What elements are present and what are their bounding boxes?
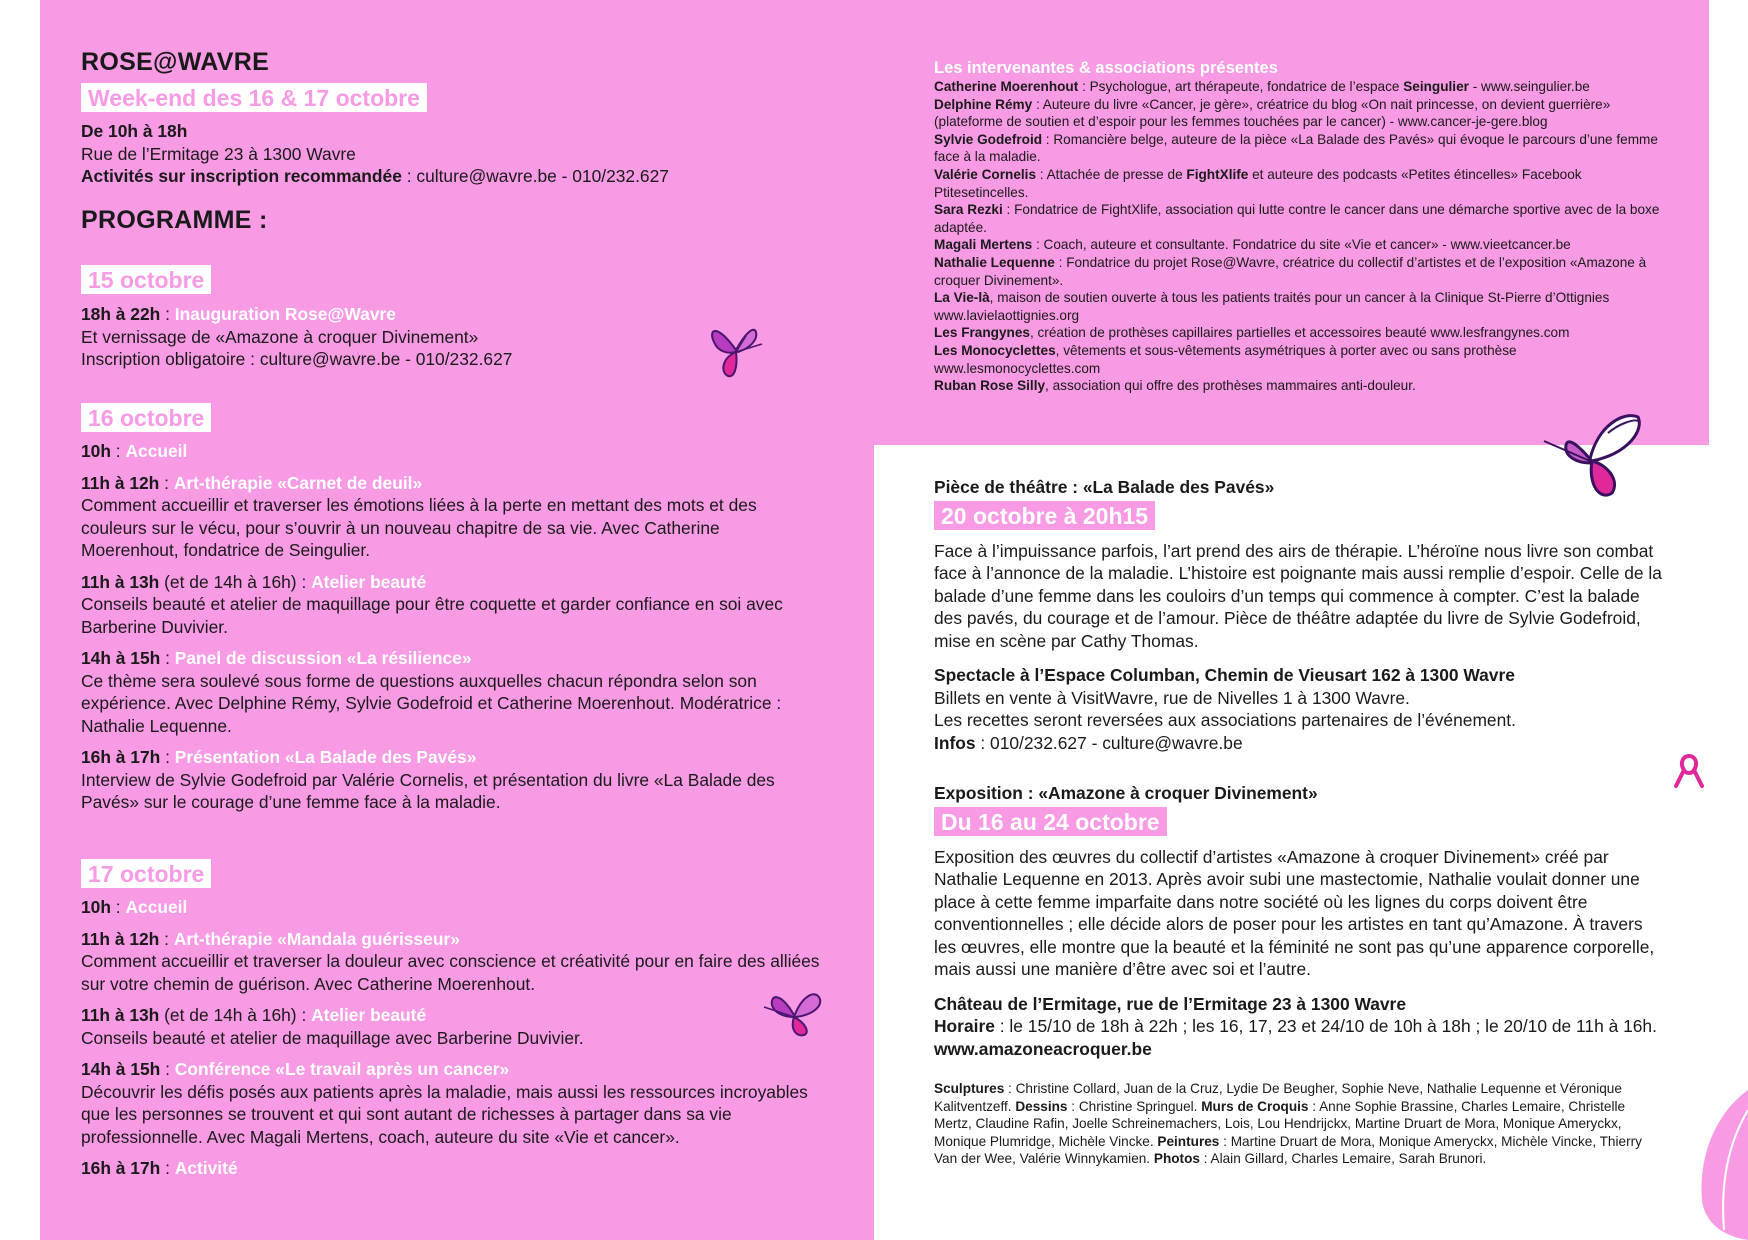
speaker-text: : Attachée de presse de xyxy=(1036,166,1187,182)
event-title: Atelier beauté xyxy=(311,1005,427,1025)
speaker-name: Nathalie Lequenne xyxy=(934,254,1055,270)
event-title: Activité xyxy=(174,1158,238,1178)
program-event xyxy=(81,440,821,463)
speaker-text: , vêtements et sous-vêtements asymétriques à porter avec ou sans prothèse www.lesmonocyclettes.com xyxy=(934,342,1517,376)
event-heading xyxy=(81,1058,821,1081)
program-event xyxy=(81,472,821,562)
credit-text: : Anne Sophie Brassine, Charles Lemaire, Christelle Mertz, Claudine Rafin, Joelle Schreinemachers, Lois, Lou Hendrijckx, Martine Druart de Mora, Monique Ameryckx, Monique Plumridge, Michèle Vincke. xyxy=(934,1098,1626,1149)
speaker-entry xyxy=(934,131,1664,166)
theatre-label: Pièce de théâtre : «La Balade des Pavés» xyxy=(934,477,1275,497)
event-heading xyxy=(81,472,821,495)
speaker-text: , création de prothèses capillaires partielles et accessoires beauté www.lesfrangynes.com xyxy=(1029,325,1570,341)
speaker-text: , maison de soutien ouverte à tous les patients traités pour un cancer à la Clinique St-Pierre d’Ottignies www.lavielaottignies.org xyxy=(934,290,1610,323)
expo-date-badge: Du 16 au 24 octobre xyxy=(934,807,1167,836)
day-15-badge: 15 octobre xyxy=(81,265,211,294)
theatre-date-badge: 20 octobre à 20h15 xyxy=(934,501,1155,530)
speaker-name: Catherine Moerenhout xyxy=(934,79,1079,94)
speaker-entry xyxy=(934,254,1664,289)
event-separator: : xyxy=(160,648,175,668)
speaker-text: : Auteure du livre «Cancer, je gère», créatrice du blog «On nait princesse, on devient guerrière» (plateforme de soutien et d’espoir pour les femmes touchées par le cancer) - www.cancer-je-gere.blog xyxy=(934,96,1611,130)
event-title: Art-thérapie «Carnet de deuil» xyxy=(173,472,423,493)
program-event xyxy=(81,1157,821,1180)
speaker-entry xyxy=(934,377,1664,395)
day-17-section xyxy=(81,859,821,1189)
event-title: Accueil xyxy=(125,897,188,917)
event-title: Art-thérapie «Mandala guérisseur» xyxy=(173,928,460,949)
signup-line: Activités sur inscription recommandée : culture@wavre.be - 010/232.627 xyxy=(81,166,669,186)
speaker-entry xyxy=(934,201,1664,236)
program-event xyxy=(81,1058,821,1148)
expo-credits xyxy=(934,1080,1664,1168)
credit-label: Photos xyxy=(1153,1151,1200,1167)
event-description: Conseils beauté et atelier de maquillage avec Barberine Duvivier. xyxy=(81,1027,584,1048)
credit-text: : Christine Collard, Juan de la Cruz, Lydie De Beugher, Sophie Neve, Nathalie Lequenne et Véronique Kalitventzeff. xyxy=(934,1081,1622,1114)
header-block xyxy=(81,48,841,235)
programme-heading: PROGRAMME : xyxy=(81,205,268,234)
credit-text: : Christine Springuel. xyxy=(1067,1098,1202,1114)
event-heading xyxy=(81,647,821,670)
speaker-name: La Vie-là xyxy=(934,290,990,306)
credit-text: : Martine Druart de Mora, Monique Ameryckx, Michèle Vincke, Thierry Van der Wee, Valérie Winnykamien. xyxy=(934,1133,1642,1167)
event-title: Présentation «La Balade des Pavés» xyxy=(174,747,477,767)
event-time: 11h à 12h xyxy=(81,928,160,949)
speaker-highlight: FightXlife xyxy=(1186,166,1249,182)
day-16-events xyxy=(81,440,821,814)
event-separator: : xyxy=(160,747,175,767)
opening-hours: De 10h à 18h xyxy=(81,121,188,141)
event-heading xyxy=(81,896,821,919)
program-event xyxy=(81,928,821,996)
program-event xyxy=(81,746,821,814)
speaker-name: Les Monocyclettes xyxy=(934,342,1056,358)
expo-website: www.amazoneacroquer.be xyxy=(934,1038,1152,1059)
speakers-heading: Les intervenantes & associations présentes xyxy=(934,59,1278,77)
theatre-venue: Spectacle à l’Espace Columban, Chemin de Vieusart 162 à 1300 Wavre xyxy=(934,665,1515,685)
speaker-entry xyxy=(934,78,1664,96)
butterfly-icon xyxy=(706,312,768,382)
program-event xyxy=(81,1004,821,1049)
event-separator: : xyxy=(296,1005,312,1025)
speaker-name: Magali Mertens xyxy=(934,237,1033,253)
speaker-text: : Fondatrice de FightXlife, association qui lutte contre le cancer dans une démarche sportive avec de la boxe adaptée. xyxy=(934,202,1660,235)
expo-venue: Château de l’Ermitage, rue de l’Ermitage 23 à 1300 Wavre xyxy=(934,993,1407,1014)
speaker-entry xyxy=(934,166,1664,201)
event-description: Conseils beauté et atelier de maquillage pour être coquette et garder confiance en soi avec Barberine Duvivier. xyxy=(81,594,783,637)
program-event xyxy=(81,647,821,737)
speaker-text: : Fondatrice du projet Rose@Wavre, créatrice du collectif d’artistes et de l’exposition «Amazone à croquer Divinement». xyxy=(934,254,1647,288)
credit-label: Murs de Croquis xyxy=(1201,1098,1309,1114)
event-separator: : xyxy=(159,928,174,949)
expo-section xyxy=(934,782,1664,1168)
event-title: Accueil xyxy=(125,441,188,461)
speaker-highlight: Seingulier xyxy=(1403,79,1469,94)
event-time: 16h à 17h xyxy=(81,747,161,767)
credit-label: Peintures xyxy=(1157,1133,1220,1149)
weekend-badge: Week-end des 16 & 17 octobre xyxy=(81,83,427,112)
speaker-entry xyxy=(934,342,1664,377)
event-separator: : xyxy=(110,441,126,461)
event-heading xyxy=(81,928,821,951)
event-heading xyxy=(81,440,821,463)
butterfly-icon xyxy=(762,985,826,1041)
credit-label: Sculptures xyxy=(934,1081,1005,1096)
event-heading xyxy=(81,746,821,769)
day-17-badge: 17 octobre xyxy=(81,859,211,888)
speaker-text: , association qui offre des prothèses mammaires anti-douleur. xyxy=(1045,378,1416,394)
speaker-entry xyxy=(934,324,1664,342)
event-title: Conférence «Le travail après un cancer» xyxy=(174,1059,510,1079)
event-description: Ce thème sera soulevé sous forme de questions auxquelles chacun répondra selon son expérience. Avec Delphine Rémy, Sylvie Godefroid et Catherine Moerenhout. Modératrice : Nathalie Lequenne. xyxy=(81,670,782,736)
event-heading xyxy=(81,1004,821,1027)
credit-text: : Alain Gillard, Charles Lemaire, Sarah Brunori. xyxy=(1199,1151,1487,1167)
event-time: 11h à 12h xyxy=(81,472,160,493)
event-description: Comment accueillir et traverser la douleur avec conscience et créativité pour en faire des alliées sur votre chemin de guérison. Avec Catherine Moerenhout. xyxy=(81,951,820,994)
event-extra: (et de 14h à 16h) xyxy=(159,1005,297,1025)
speaker-name: Valérie Cornelis xyxy=(934,166,1037,182)
day-16-section xyxy=(81,403,821,823)
event-title: Panel de discussion «La résilience» xyxy=(174,648,472,668)
credit-label: Dessins xyxy=(1015,1098,1068,1114)
day-15-line1: Et vernissage de «Amazone à croquer Divinement» xyxy=(81,326,479,347)
day-16-badge: 16 octobre xyxy=(81,403,211,432)
expo-label: Exposition : «Amazone à croquer Divinement» xyxy=(934,783,1318,803)
speaker-name: Delphine Rémy xyxy=(934,96,1033,112)
event-time: 16h à 17h xyxy=(81,1158,161,1178)
speakers-section xyxy=(934,58,1664,395)
speaker-text: : Romancière belge, auteure de la pièce «La Balade des Pavés» qui évoque le parcours d’une femme face à la maladie. xyxy=(934,131,1658,165)
event-separator: : xyxy=(296,571,312,592)
event-heading xyxy=(81,1157,821,1180)
theatre-proceeds: Les recettes seront reversées aux associations partenaires de l’événement. xyxy=(934,710,1516,730)
day-15-event: 18h à 22h : Inauguration Rose@Wavre xyxy=(81,304,396,324)
speakers-list xyxy=(934,78,1664,395)
expo-description: Exposition des œuvres du collectif d’artistes «Amazone à croquer Divinement» créé par Nathalie Lequenne en 2013. Après avoir subi une mastectomie, Nathalie voulait donner une place à cette femme imparfaite dans notre société où les lignes du corps doivent être conventionnelles ; elle décide alors de poser pour les artistes en tant qu’Amazone. À travers les œuvres, elle montre que la beauté et la féminité ne sont pas qu’une apparence corporelle, mais aussi une manière d’être avec soi et l’autre. xyxy=(934,846,1655,979)
theatre-tickets: Billets en vente à VisitWavre, rue de Nivelles 1 à 1300 Wavre. xyxy=(934,687,1410,708)
theatre-section xyxy=(934,476,1664,754)
speaker-text: : Coach, auteure et consultante. Fondatrice du site «Vie et cancer» - www.vieetcancer.be xyxy=(1032,237,1571,253)
event-time: 14h à 15h xyxy=(81,648,161,668)
event-description: Comment accueillir et traverser les émotions liées à la perte en mettant des mots et des couleurs sur le vécu, pour s’ouvrir à un nouveau chapitre de sa vie. Avec Catherine Moerenhout, fondatrice de Seingulier. xyxy=(81,495,757,560)
event-heading xyxy=(81,571,821,594)
event-description: Découvrir les défis posés aux patients après la maladie, mais aussi les ressources incroyables que les personnes se trouvent et qui sont autant de richesses à partager dans sa vie professionnelle. Avec Magali Mertens, coach, auteure du site «Vie et cancer». xyxy=(81,1081,808,1147)
day-17-events xyxy=(81,896,821,1180)
speaker-entry xyxy=(934,236,1664,254)
speaker-name: Ruban Rose Silly xyxy=(934,378,1046,394)
event-description: Interview de Sylvie Godefroid par Valérie Cornelis, et présentation du livre «La Balade des Pavés» sur le courage d’une femme face à la maladie. xyxy=(81,769,775,812)
speaker-name: Les Frangynes xyxy=(934,325,1030,341)
theatre-description: Face à l’impuissance parfois, l’art prend des airs de thérapie. L’héroïne nous livre son combat face à l’annonce de la maladie. L’histoire est poignante mais aussi remplie d’espoir. Celle de la balade d’une femme dans les couloirs d’un temps qui commence à compter. C’est la balade des pavés, du courage et de l’amour. Pièce de théâtre adaptée du livre de Sylvie Godefroid, mise en scène par Cathy Thomas. xyxy=(934,540,1662,651)
event-separator: : xyxy=(160,1158,175,1178)
feather-icon xyxy=(1680,1090,1748,1240)
event-title: Atelier beauté xyxy=(311,571,427,592)
speaker-text2: et auteure des podcasts «Petites étincelles» Facebook Ptitesetincelles. xyxy=(934,166,1582,200)
program-event xyxy=(81,571,821,639)
event-time: 11h à 13h xyxy=(81,571,160,592)
expo-hours: Horaire : le 15/10 de 18h à 22h ; les 16, 17, 23 et 24/10 de 10h à 18h ; le 20/10 de 11h à 16h. xyxy=(934,1016,1657,1036)
page-title: ROSE@WAVRE xyxy=(81,48,270,76)
event-time: 10h xyxy=(81,441,111,461)
event-separator: : xyxy=(160,1059,175,1079)
program-event xyxy=(81,896,821,919)
speaker-text: : Psychologue, art thérapeute, fondatrice de l’espace xyxy=(1078,79,1404,94)
event-separator: : xyxy=(159,472,174,493)
event-time: 14h à 15h xyxy=(81,1059,161,1079)
event-time: 10h xyxy=(81,897,111,917)
event-time: 11h à 13h xyxy=(81,1005,160,1025)
speaker-entry xyxy=(934,96,1664,131)
day-15-line2: Inscription obligatoire : culture@wavre.be - 010/232.627 xyxy=(81,349,513,369)
address: Rue de l’Ermitage 23 à 1300 Wavre xyxy=(81,143,356,164)
speaker-text2: - www.seingulier.be xyxy=(1468,79,1590,94)
speaker-name: Sylvie Godefroid xyxy=(934,131,1043,147)
speaker-entry xyxy=(934,289,1664,324)
event-separator: : xyxy=(110,897,126,917)
event-extra: (et de 14h à 16h) xyxy=(159,571,297,592)
theatre-infos: Infos : 010/232.627 - culture@wavre.be xyxy=(934,732,1243,753)
speaker-name: Sara Rezki xyxy=(934,202,1003,218)
pink-ribbon-icon xyxy=(1672,752,1706,792)
